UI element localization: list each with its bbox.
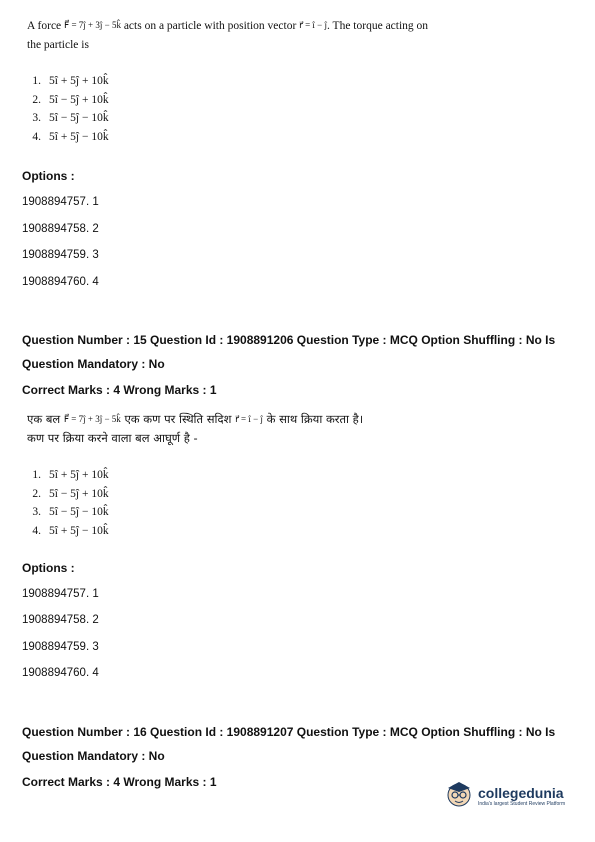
q14-option-id: 1908894760. 4 bbox=[22, 276, 99, 288]
option-expression: 5î + 5ĵ − 10k̂ bbox=[49, 130, 109, 143]
option-number: 1. bbox=[32, 75, 41, 87]
option-expression: 5î + 5ĵ + 10k̂ bbox=[49, 75, 109, 87]
option-number: 3. bbox=[32, 112, 41, 124]
student-mascot-icon bbox=[444, 778, 474, 813]
q15-answer-option bbox=[27, 522, 109, 541]
option-expression: 5î − 5ĵ + 10k̂ bbox=[49, 487, 109, 500]
q15-option-id: 1908894758. 2 bbox=[22, 614, 99, 626]
option-number: 4. bbox=[32, 130, 41, 143]
q14-option-id: 1908894758. 2 bbox=[22, 223, 99, 235]
question-14-text bbox=[27, 16, 572, 55]
q15-answer-option bbox=[27, 485, 109, 504]
q15-option-id: 1908894760. 4 bbox=[22, 667, 99, 679]
collegedunia-logo bbox=[444, 778, 565, 813]
q14-answer-option bbox=[27, 91, 109, 110]
q14-options-label: Options : bbox=[22, 169, 75, 183]
q14-answer-option bbox=[27, 72, 109, 91]
question-15-text bbox=[27, 410, 572, 448]
q16-marks: Correct Marks : 4 Wrong Marks : 1 bbox=[22, 775, 217, 789]
q15-answer-option bbox=[27, 503, 109, 522]
q14-answer-list bbox=[27, 72, 109, 146]
option-number: 2. bbox=[32, 487, 41, 500]
q14-text-line2: the particle is bbox=[27, 39, 89, 51]
q14-force-expression: F⃗ = 7ĵ + 3ĵ − 5k̂ bbox=[64, 20, 121, 30]
option-number: 2. bbox=[32, 93, 41, 106]
q14-text-prefix: A force bbox=[27, 20, 62, 32]
option-number: 4. bbox=[32, 524, 41, 537]
q15-option-id: 1908894759. 3 bbox=[22, 641, 99, 653]
q14-option-id: 1908894759. 3 bbox=[22, 249, 99, 261]
q14-option-id: 1908894757. 1 bbox=[22, 196, 99, 208]
q15-text-suffix: के साथ क्रिया करता है। bbox=[266, 412, 364, 426]
q15-marks: Correct Marks : 4 Wrong Marks : 1 bbox=[22, 383, 217, 397]
logo-tagline: India's largest Student Review Platform bbox=[478, 800, 566, 807]
option-expression: 5î + 5ĵ + 10k̂ bbox=[49, 469, 109, 481]
q14-position-expression: r⃗ = î − ĵ bbox=[299, 20, 328, 30]
q14-answer-option bbox=[27, 128, 109, 147]
q15-position-expression: r⃗ = î − ĵ bbox=[235, 414, 263, 424]
q16-header-line1: Question Number : 16 Question Id : 1908891207 Question Type : MCQ Option Shuffling : No Is bbox=[22, 725, 556, 739]
q15-header-line1: Question Number : 15 Question Id : 1908891206 Question Type : MCQ Option Shuffling : No Is bbox=[22, 333, 556, 347]
option-expression: 5î − 5ĵ − 10k̂ bbox=[49, 112, 109, 124]
q15-force-expression: F⃗ = 7ĵ + 3ĵ − 5k̂ bbox=[63, 414, 121, 424]
option-number: 1. bbox=[32, 469, 41, 481]
option-expression: 5î + 5ĵ − 10k̂ bbox=[49, 524, 109, 537]
q15-text-prefix: एक बल bbox=[27, 412, 61, 426]
q15-header-line2: Question Mandatory : No bbox=[22, 357, 165, 371]
q15-option-id: 1908894757. 1 bbox=[22, 588, 99, 600]
logo-brand-text: collegedunia bbox=[478, 784, 564, 801]
q14-text-suffix: . The torque acting on bbox=[327, 20, 429, 32]
option-expression: 5î − 5ĵ + 10k̂ bbox=[49, 93, 109, 106]
q14-answer-option bbox=[27, 109, 109, 128]
option-number: 3. bbox=[32, 506, 41, 518]
q16-header-line2: Question Mandatory : No bbox=[22, 749, 165, 763]
q15-text-mid: एक कण पर स्थिति सदिश bbox=[124, 412, 232, 426]
q15-options-label: Options : bbox=[22, 561, 75, 575]
q14-text-mid: acts on a particle with position vector bbox=[123, 20, 297, 32]
option-expression: 5î − 5ĵ − 10k̂ bbox=[49, 506, 109, 518]
q15-text-line2: कण पर क्रिया करने वाला बल आघूर्ण है - bbox=[27, 431, 198, 445]
q15-answer-list bbox=[27, 466, 109, 540]
q15-answer-option bbox=[27, 466, 109, 485]
